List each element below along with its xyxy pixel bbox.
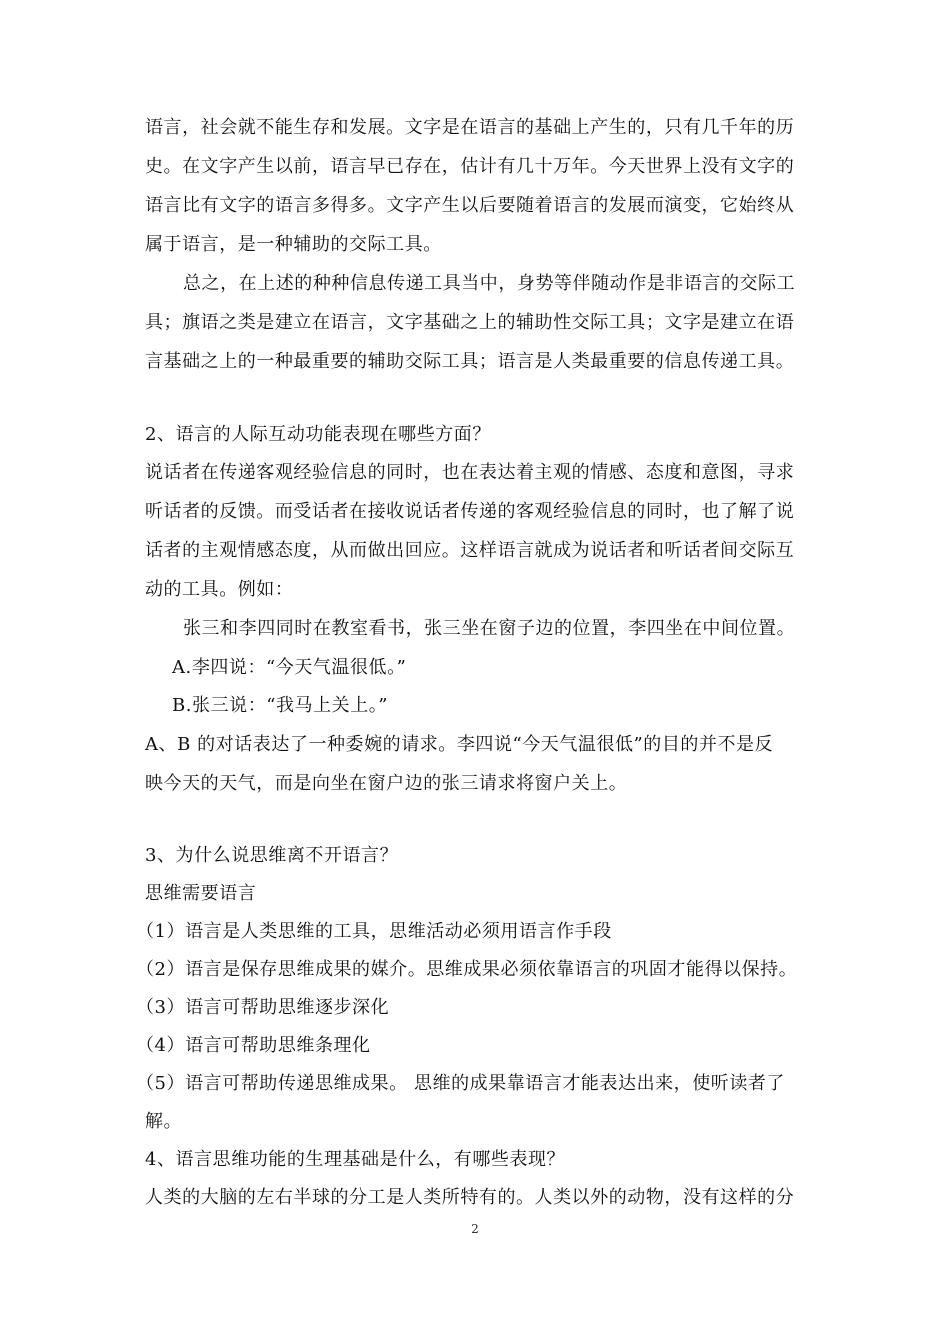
example-line: B.张三说：“我马上关上。” bbox=[172, 695, 389, 716]
list-item: （4）语言可帮助思维条理化 bbox=[136, 1035, 371, 1056]
text-line: 总之，在上述的种种信息传递工具当中，身势等伴随动作是非语言的交际工 bbox=[183, 273, 796, 294]
question-heading: 4、语言思维功能的生理基础是什么，有哪些表现？ bbox=[145, 1149, 566, 1170]
text-line: 说话者在传递客观经验信息的同时，也在表达着主观的情感、态度和意图，寻求 bbox=[145, 462, 795, 483]
page-number: 2 bbox=[471, 1222, 479, 1236]
text-line: A、B 的对话表达了一种委婉的请求。李四说“今天气温很低”的目的并不是反 bbox=[145, 734, 774, 755]
text-line: 听话者的反馈。而受话者在接收说话者传递的客观经验信息的同时，也了解了说 bbox=[145, 501, 795, 522]
list-item: （3）语言可帮助思维逐步深化 bbox=[136, 997, 390, 1018]
text-line: 解。 bbox=[145, 1111, 183, 1132]
list-item: （1）语言是人类思维的工具，思维活动必须用语言作手段 bbox=[136, 921, 612, 942]
example-line: 张三和李四同时在教室看书，张三坐在窗子边的位置，李四坐在中间位置。 bbox=[183, 618, 796, 639]
text-line: 语言比有文字的语言多得多。文字产生以后要随着语言的发展而演变，它始终从 bbox=[145, 195, 795, 216]
text-line: 具；旗语之类是建立在语言，文字基础之上的辅助性交际工具；文字是建立在语 bbox=[145, 312, 795, 333]
text-line: 属于语言，是一种辅助的交际工具。 bbox=[145, 234, 442, 255]
text-line: 话者的主观情感态度，从而做出回应。这样语言就成为说话者和听话者间交际互 bbox=[145, 540, 795, 561]
question-heading: 3、为什么说思维离不开语言？ bbox=[145, 845, 399, 866]
example-line: A.李四说：“今天气温很低。” bbox=[172, 657, 407, 678]
text-line: 思维需要语言 bbox=[145, 883, 257, 904]
text-line: 人类的大脑的左右半球的分工是人类所特有的。人类以外的动物，没有这样的分 bbox=[145, 1187, 795, 1208]
text-line: 动的工具。例如： bbox=[145, 579, 294, 600]
text-line: 映今天的天气，而是向坐在窗户边的张三请求将窗户关上。 bbox=[145, 773, 628, 794]
question-heading: 2、语言的人际互动功能表现在哪些方面？ bbox=[145, 424, 491, 445]
list-item: （5）语言可帮助传递思维成果。 思维的成果靠语言才能表达出来，使听读者了 bbox=[136, 1073, 785, 1094]
text-line: 言基础之上的一种最重要的辅助交际工具；语言是人类最重要的信息传递工具。 bbox=[145, 351, 795, 372]
text-line: 语言，社会就不能生存和发展。文字是在语言的基础上产生的，只有几千年的历 bbox=[145, 117, 795, 138]
list-item: （2）语言是保存思维成果的媒介。思维成果必须依靠语言的巩固才能得以保持。 bbox=[136, 959, 798, 980]
text-line: 史。在文字产生以前，语言早已存在，估计有几十万年。今天世界上没有文字的 bbox=[145, 156, 795, 177]
